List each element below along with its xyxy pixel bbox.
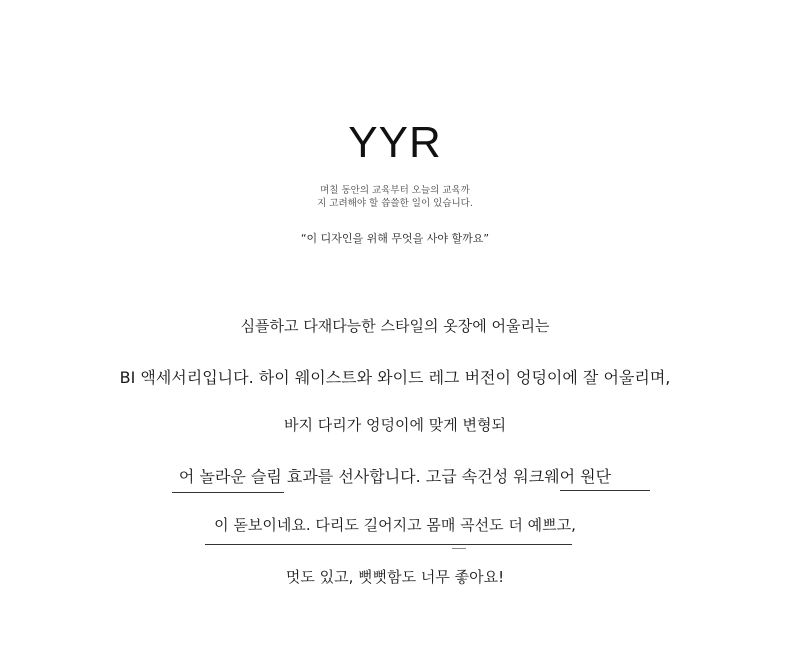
intro-line-2: 지 고려해야 할 씁쓸한 일이 있습니다. (317, 198, 473, 209)
quote-text: “이 디자인을 위해 무엇을 사야 할까요” (300, 232, 490, 245)
underline-rule-2 (560, 490, 650, 491)
description-line-4: 어 놀라운 슬림 효과를 선사합니다. 고급 속건성 워크웨어 원단 (178, 467, 612, 486)
description-line-5: 이 돋보이네요. 다리도 길어지고 몸매 곡선도 더 예쁘고, (214, 516, 576, 534)
description-line-6: 멋도 있고, 뻣뻣함도 너무 좋아요! (285, 568, 505, 586)
underline-rule-4 (452, 548, 466, 549)
underline-rule-3 (205, 544, 572, 545)
description-line-2: BI 액세서리입니다. 하이 웨이스트와 와이드 레그 버전이 엉덩이에 잘 어울리며, (119, 368, 671, 387)
description-line-3: 바지 다리가 엉덩이에 맞게 변형되 (284, 416, 506, 434)
intro-text (0, 184, 790, 210)
intro-line-1: 며칠 동안의 교육부터 오늘의 교육까 (320, 185, 470, 196)
brand-logo: YYR (348, 118, 442, 167)
description-line-1: 심플하고 다재다능한 스타일의 옷장에 어울리는 (240, 317, 550, 335)
underline-rule-1 (172, 492, 284, 493)
